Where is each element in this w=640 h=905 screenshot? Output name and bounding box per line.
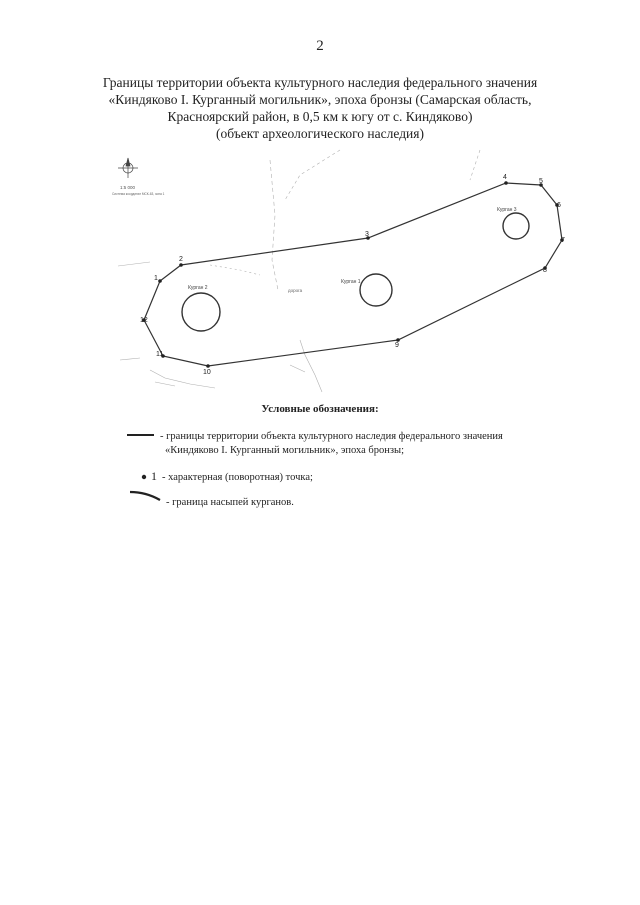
legend-heading: Условные обозначения: xyxy=(261,403,379,415)
legend-boundary-sample xyxy=(126,432,156,438)
page-number: 2 xyxy=(316,38,324,54)
point-label: 11 xyxy=(156,351,164,358)
point-label: 12 xyxy=(140,317,148,324)
legend-boundary-text-2: «Киндяково I. Курганный могильник», эпоха бронзы; xyxy=(165,445,404,456)
turning-point xyxy=(158,279,162,283)
turning-point xyxy=(504,181,508,185)
point-label: 8 xyxy=(543,267,547,274)
legend-point-text: - характерная (поворотная) точка; xyxy=(162,472,313,483)
mound-label: Курган 1 xyxy=(341,279,361,285)
point-label: 6 xyxy=(557,202,561,209)
title-line-4: (объект археологического наследия) xyxy=(216,126,424,141)
point-label: 3 xyxy=(365,231,369,238)
road-label: дорога xyxy=(288,288,303,293)
point-label: 1 xyxy=(154,275,158,282)
mound-label: Курган 3 xyxy=(497,207,517,213)
mound-3-boundary xyxy=(503,213,529,239)
point-label: 2 xyxy=(179,256,183,263)
title-line-3: Красноярский район, в 0,5 км к югу от с. Киндяково) xyxy=(167,109,473,124)
compass-scale: 1:5 000 xyxy=(120,185,136,190)
title-line-1: Границы территории объекта культурного наследия федерального значения xyxy=(102,75,538,90)
point-label: 4 xyxy=(503,174,507,181)
compass-note: Система координат МСК-63, зона 1 xyxy=(112,192,165,196)
title-line-2: «Киндяково I. Курганный могильник», эпоха бронзы (Самарская область, xyxy=(108,92,532,107)
document-title xyxy=(60,74,580,142)
mound-2-boundary xyxy=(182,293,220,331)
turning-point xyxy=(206,364,210,368)
point-label: 10 xyxy=(203,369,211,376)
legend-mound-sample xyxy=(128,488,164,502)
point-label: 7 xyxy=(561,237,565,244)
legend-point-sample-icon xyxy=(140,473,148,481)
turning-point xyxy=(179,263,183,267)
legend-boundary-text-1: - границы территории объекта культурного наследия федерального значения xyxy=(160,431,503,442)
compass-rose-icon xyxy=(118,158,138,178)
legend-point-number: 1 xyxy=(151,469,157,483)
mound-1-boundary xyxy=(360,274,392,306)
point-label: 5 xyxy=(539,178,543,185)
boundary-map xyxy=(110,148,580,393)
point-label: 9 xyxy=(395,342,399,349)
mound-label: Курган 2 xyxy=(188,285,208,291)
legend-mound-text: - граница насыпей курганов. xyxy=(166,497,294,508)
